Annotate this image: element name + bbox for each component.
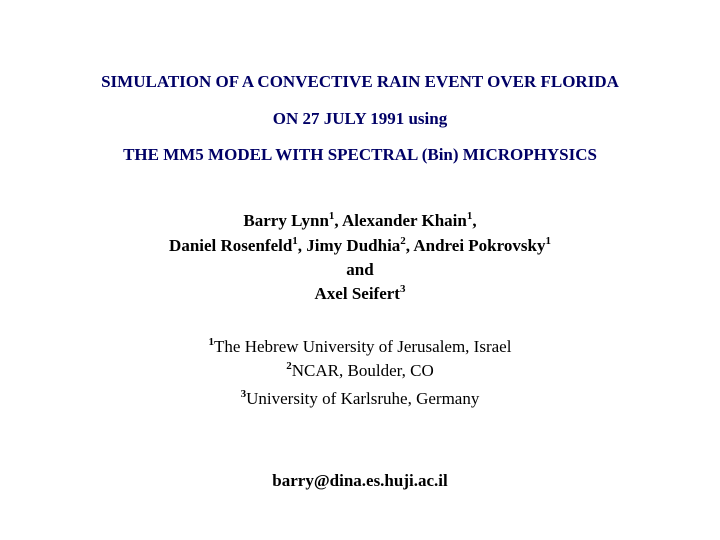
author-name: Daniel Rosenfeld bbox=[169, 236, 293, 255]
title-line-3: THE MM5 MODEL WITH SPECTRAL (Bin) MICROPHYSICS bbox=[123, 145, 597, 164]
affiliation-text: The Hebrew University of Jerusalem, Israel bbox=[214, 337, 512, 356]
authors-line-2 bbox=[0, 236, 720, 256]
author-affiliation-marker: 1 bbox=[545, 235, 551, 247]
author-separator: , bbox=[405, 236, 414, 255]
author-name: Alexander Khain bbox=[341, 211, 467, 230]
author-separator: , bbox=[334, 211, 342, 230]
author-affiliation-marker: 3 bbox=[399, 283, 406, 295]
affiliation-marker: 1 bbox=[208, 336, 215, 348]
affiliation-3 bbox=[0, 389, 720, 409]
affiliation-text: University of Karlsruhe, Germany bbox=[246, 389, 480, 408]
author-separator: , bbox=[297, 236, 307, 255]
author-affiliation-marker: 2 bbox=[400, 235, 406, 247]
authors-line-4 bbox=[0, 284, 720, 304]
affiliation-1 bbox=[0, 337, 720, 357]
authors-line-1 bbox=[0, 211, 720, 231]
title-line-2: ON 27 JULY 1991 using bbox=[272, 109, 448, 128]
author-name: Andrei Pokrovsky bbox=[413, 236, 546, 255]
authors-and: and bbox=[346, 260, 374, 279]
title-line-1: SIMULATION OF A CONVECTIVE RAIN EVENT OVER FLORIDA bbox=[101, 72, 619, 91]
author-affiliation-marker: 1 bbox=[466, 210, 473, 222]
author-affiliation-marker: 1 bbox=[292, 235, 298, 247]
affiliation-2 bbox=[0, 361, 720, 381]
author-affiliation-marker: 1 bbox=[328, 210, 335, 222]
contact-email: barry@dina.es.huji.ac.il bbox=[272, 471, 448, 490]
affiliation-marker: 2 bbox=[286, 360, 292, 372]
author-name: Jimy Dudhia bbox=[306, 236, 401, 255]
author-name: Axel Seifert bbox=[314, 284, 400, 303]
affiliation-text: NCAR, Boulder, CO bbox=[291, 361, 434, 380]
affiliation-marker: 3 bbox=[240, 388, 247, 400]
author-name: Barry Lynn bbox=[243, 211, 329, 230]
author-separator: , bbox=[472, 211, 477, 230]
